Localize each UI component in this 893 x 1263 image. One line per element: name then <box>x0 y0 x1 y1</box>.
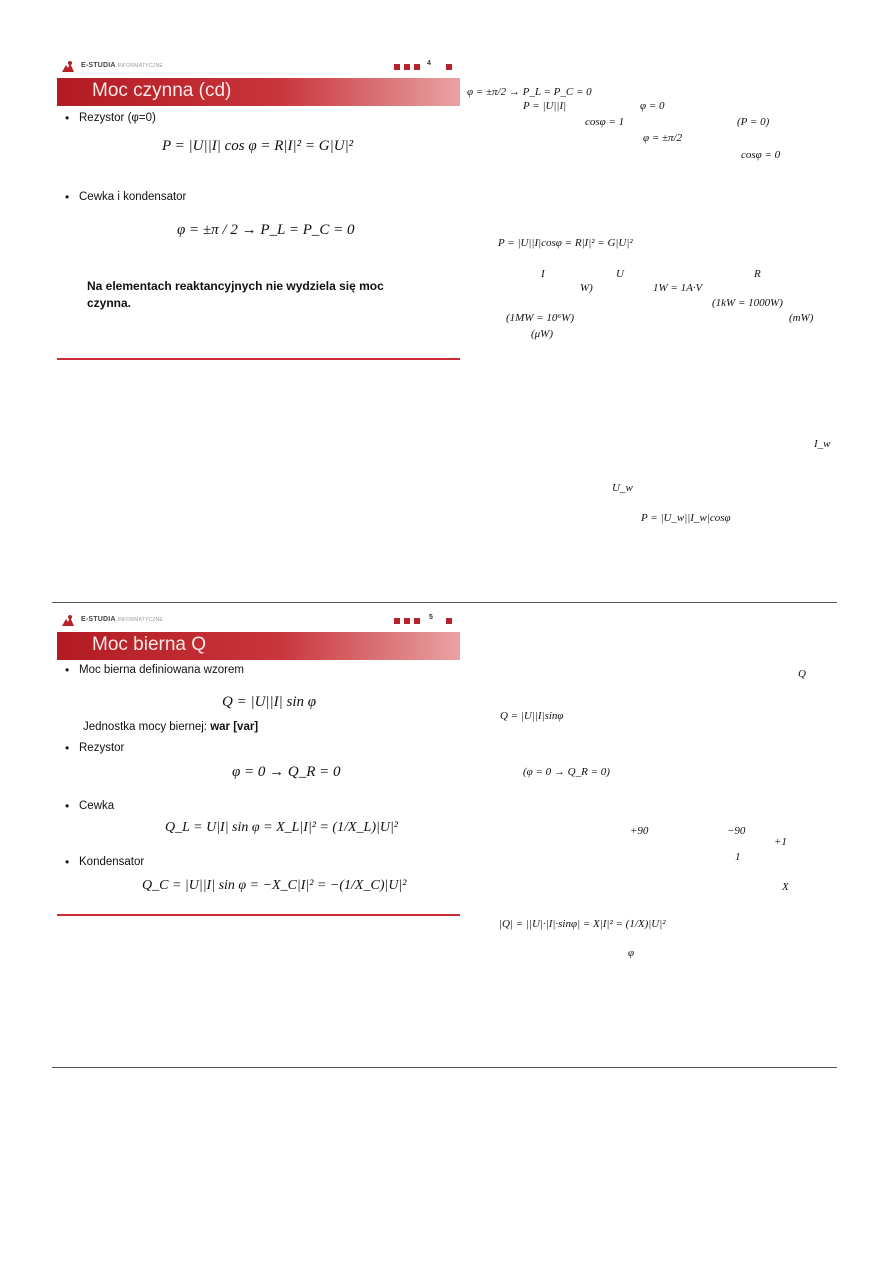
note-formula: φ = 0 <box>640 100 665 112</box>
note-formula: φ <box>628 947 635 959</box>
note-formula: (φ = 0 → Q_R = 0) <box>523 766 610 778</box>
header-square <box>394 64 400 70</box>
note-formula: 1 <box>735 851 741 863</box>
brand-name: E-STUDIA INFORMATYCZNE <box>81 62 163 69</box>
note-formula: I_w <box>814 438 831 450</box>
page-number: 4 <box>427 60 431 67</box>
header-square <box>446 64 452 70</box>
header-square <box>404 618 410 624</box>
header-square <box>404 64 410 70</box>
note-formula: cosφ = 1 <box>585 116 625 128</box>
note-formula: 1W = 1A·V <box>653 282 703 294</box>
note-formula: φ = ±π/2 → P_L = P_C = 0 <box>467 86 592 98</box>
equation-resistor-q: φ = 0 → Q_R = 0 <box>232 764 341 780</box>
slide-title-bar <box>57 632 460 660</box>
note-formula: P = |U||I| <box>523 100 567 112</box>
note-formula: P = |U||I|cosφ = R|I|² = G|U|² <box>498 237 633 249</box>
slide-title: Moc czynna (cd) <box>92 80 232 101</box>
estudia-logo-icon <box>61 614 75 628</box>
slide-header <box>57 58 460 78</box>
equation-inductor-q: Q_L = U|I| sin φ = X_L|I|² = (1/X_L)|U|² <box>165 820 398 835</box>
note-formula: (1MW = 10⁶W) <box>506 312 575 324</box>
bullet-kondensator: • Kondensator <box>79 856 144 868</box>
bullet-cewka-kondensator: • Cewka i kondensator <box>79 191 186 203</box>
note-formula: cosφ = 0 <box>741 149 781 161</box>
note-formula: U <box>616 268 624 280</box>
slide-4 <box>57 58 460 360</box>
unit-text: Jednostka mocy biernej: war [var] <box>83 721 259 733</box>
page-number: 5 <box>429 614 433 621</box>
note-formula: P = |U_w||I_w|cosφ <box>641 512 731 524</box>
note-formula: (P = 0) <box>737 116 770 128</box>
header-square <box>446 618 452 624</box>
note-formula: I <box>541 268 545 280</box>
equation-capacitor-q: Q_C = |U||I| sin φ = −X_C|I|² = −(1/X_C)|U|² <box>142 878 407 893</box>
slide-5 <box>57 612 460 918</box>
header-square <box>394 618 400 624</box>
note-formula: U_w <box>612 482 633 494</box>
brand-name: E-STUDIA INFORMATYCZNE <box>81 616 163 623</box>
note-formula: |Q| = ||U|·|I|·sinφ| = X|I|² = (1/X)|U|² <box>499 918 666 930</box>
note-formula: φ = ±π/2 <box>643 132 683 144</box>
header-square <box>414 618 420 624</box>
page-separator <box>52 1067 837 1068</box>
slide-title: Moc bierna Q <box>92 634 207 655</box>
bullet-cewka: • Cewka <box>79 800 114 812</box>
note-formula: −90 <box>727 825 746 837</box>
estudia-logo-icon <box>61 60 75 74</box>
slide-bottom-line <box>57 914 460 916</box>
note-formula: W) <box>580 282 593 294</box>
equation-reactive-zero: φ = ±π / 2 → P_L = P_C = 0 <box>177 222 355 238</box>
conclusion-text: Na elementach reaktancyjnych nie wydziela się moc czynna. <box>87 279 384 310</box>
note-formula: (mW) <box>789 312 814 324</box>
slide-header <box>57 612 460 632</box>
page-separator <box>52 602 837 603</box>
note-formula: (1kW = 1000W) <box>712 297 783 309</box>
slide-title-bar <box>57 78 460 106</box>
header-square <box>414 64 420 70</box>
note-formula: (μW) <box>531 328 554 340</box>
note-formula: +90 <box>630 825 649 837</box>
note-formula: +1 <box>774 836 787 848</box>
note-formula: Q = |U||I|sinφ <box>500 710 564 722</box>
bullet-definicja: • Moc bierna definiowana wzorem <box>79 664 244 676</box>
note-formula: R <box>754 268 761 280</box>
slide-bottom-line <box>57 358 460 360</box>
note-formula: Q <box>798 668 806 680</box>
bullet-rezystor: • Rezystor (φ=0) <box>79 112 156 124</box>
bullet-rezystor: • Rezystor <box>79 742 124 754</box>
equation-power-resistor: P = |U||I| cos φ = R|I|² = G|U|² <box>162 138 354 154</box>
note-formula: X <box>782 881 789 893</box>
equation-reactive-power: Q = |U||I| sin φ <box>222 694 317 710</box>
